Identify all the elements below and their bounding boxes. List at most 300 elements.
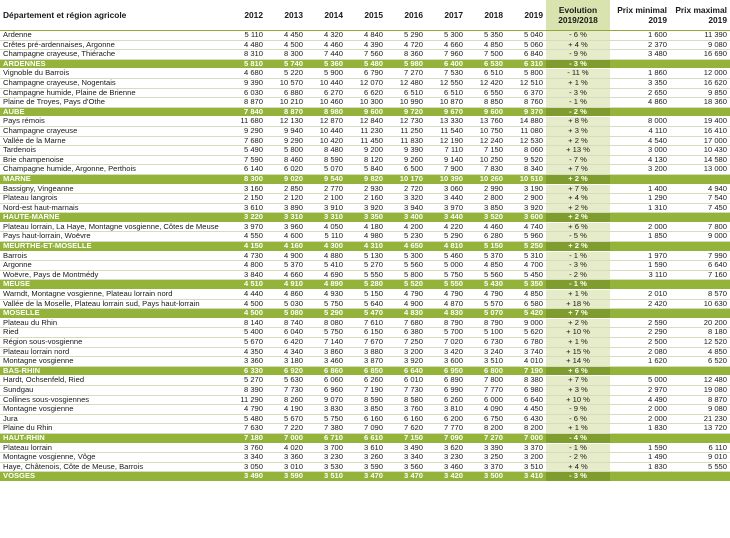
cell-y2019: 7 190 bbox=[506, 366, 546, 376]
cell-y2018: 10 260 bbox=[466, 174, 506, 184]
cell-label: Hardt, Ochsenfeld, Ried bbox=[0, 376, 226, 386]
cell-label: HAUT-RHIN bbox=[0, 433, 226, 443]
cell-label: Champagne crayeuse, Thiérache bbox=[0, 50, 226, 60]
cell-y2012: 4 680 bbox=[226, 69, 266, 79]
cell-y2013: 3 310 bbox=[266, 213, 306, 223]
cell-y2015: 5 840 bbox=[346, 165, 386, 175]
cell-y2016: 9 260 bbox=[386, 155, 426, 165]
cell-evolution: + 18 % bbox=[546, 299, 610, 309]
cell-y2014: 3 830 bbox=[306, 405, 346, 415]
cell-label: Collines sous-vosgiennes bbox=[0, 395, 226, 405]
cell-y2012: 4 500 bbox=[226, 299, 266, 309]
cell-y2016: 7 270 bbox=[386, 69, 426, 79]
cell-y2018: 5 100 bbox=[466, 328, 506, 338]
cell-y2017: 3 970 bbox=[426, 203, 466, 213]
cell-min-price bbox=[610, 309, 670, 319]
cell-y2014: 7 440 bbox=[306, 50, 346, 60]
cell-y2017: 6 200 bbox=[426, 414, 466, 424]
cell-max-price: 10 630 bbox=[670, 299, 730, 309]
cell-y2016: 7 150 bbox=[386, 433, 426, 443]
cell-y2017: 7 530 bbox=[426, 69, 466, 79]
cell-y2015: 2 930 bbox=[346, 184, 386, 194]
cell-y2017: 6 990 bbox=[426, 385, 466, 395]
cell-evolution: - 3 % bbox=[546, 472, 610, 482]
cell-y2017: 3 460 bbox=[426, 462, 466, 472]
cell-y2019: 9 000 bbox=[506, 318, 546, 328]
cell-y2019: 8 060 bbox=[506, 146, 546, 156]
cell-y2012: 4 500 bbox=[226, 309, 266, 319]
cell-evolution: + 7 % bbox=[546, 376, 610, 386]
cell-y2012: 8 390 bbox=[226, 385, 266, 395]
cell-y2018: 9 600 bbox=[466, 107, 506, 117]
cell-y2014: 10 460 bbox=[306, 98, 346, 108]
cell-label: Plateau langrois bbox=[0, 194, 226, 204]
department-total-row bbox=[0, 472, 730, 482]
table-row bbox=[0, 117, 730, 127]
cell-y2016: 3 200 bbox=[386, 347, 426, 357]
table-row bbox=[0, 165, 730, 175]
cell-min-price: 4 110 bbox=[610, 126, 670, 136]
cell-y2016: 7 250 bbox=[386, 338, 426, 348]
column-header-year: 2019 bbox=[506, 0, 546, 31]
cell-min-price: 1 490 bbox=[610, 453, 670, 463]
cell-y2017: 3 060 bbox=[426, 184, 466, 194]
cell-y2017: 10 390 bbox=[426, 174, 466, 184]
cell-min-price: 2 000 bbox=[610, 222, 670, 232]
cell-y2017: 7 020 bbox=[426, 338, 466, 348]
cell-min-price: 4 540 bbox=[610, 136, 670, 146]
table-row bbox=[0, 453, 730, 463]
cell-min-price: 2 000 bbox=[610, 405, 670, 415]
cell-y2015: 11 450 bbox=[346, 136, 386, 146]
cell-y2019: 12 510 bbox=[506, 78, 546, 88]
cell-y2017: 3 810 bbox=[426, 405, 466, 415]
cell-y2017: 4 790 bbox=[426, 290, 466, 300]
cell-y2012: 6 330 bbox=[226, 366, 266, 376]
cell-y2018: 6 800 bbox=[466, 366, 506, 376]
cell-y2017: 5 460 bbox=[426, 251, 466, 261]
cell-label: Champagne crayeuse bbox=[0, 126, 226, 136]
cell-label: Barrois bbox=[0, 251, 226, 261]
cell-y2017: 3 620 bbox=[426, 443, 466, 453]
cell-y2014: 5 360 bbox=[306, 59, 346, 69]
cell-y2012: 3 840 bbox=[226, 270, 266, 280]
cell-label: Ried bbox=[0, 328, 226, 338]
cell-label: Montagne vosgienne, Vôge bbox=[0, 453, 226, 463]
cell-y2018: 7 830 bbox=[466, 165, 506, 175]
cell-label: Pays haut-lorrain, Woëvre bbox=[0, 232, 226, 242]
cell-y2015: 12 070 bbox=[346, 78, 386, 88]
cell-max-price bbox=[670, 309, 730, 319]
cell-y2013: 4 910 bbox=[266, 280, 306, 290]
header-row bbox=[0, 0, 730, 31]
cell-min-price: 4 490 bbox=[610, 395, 670, 405]
cell-y2013: 10 570 bbox=[266, 78, 306, 88]
cell-y2016: 8 360 bbox=[386, 50, 426, 60]
cell-y2017: 5 000 bbox=[426, 261, 466, 271]
cell-y2019: 12 530 bbox=[506, 136, 546, 146]
cell-y2016: 2 720 bbox=[386, 184, 426, 194]
cell-y2015: 8 590 bbox=[346, 395, 386, 405]
column-header-year: 2012 bbox=[226, 0, 266, 31]
cell-y2019: 5 420 bbox=[506, 309, 546, 319]
cell-max-price: 18 360 bbox=[670, 98, 730, 108]
cell-y2012: 7 840 bbox=[226, 107, 266, 117]
cell-y2015: 6 260 bbox=[346, 376, 386, 386]
cell-label: Bassigny, Vingeanne bbox=[0, 184, 226, 194]
cell-max-price: 19 080 bbox=[670, 385, 730, 395]
cell-min-price: 8 000 bbox=[610, 117, 670, 127]
cell-y2018: 3 500 bbox=[466, 472, 506, 482]
cell-min-price: 2 370 bbox=[610, 40, 670, 50]
cell-y2017: 11 540 bbox=[426, 126, 466, 136]
cell-evolution: + 1 % bbox=[546, 338, 610, 348]
cell-evolution: - 9 % bbox=[546, 50, 610, 60]
cell-y2016: 5 980 bbox=[386, 59, 426, 69]
cell-y2014: 9 540 bbox=[306, 174, 346, 184]
cell-y2017: 7 900 bbox=[426, 165, 466, 175]
cell-y2012: 3 760 bbox=[226, 443, 266, 453]
cell-evolution: + 7 % bbox=[546, 184, 610, 194]
cell-y2014: 7 140 bbox=[306, 338, 346, 348]
cell-y2016: 11 830 bbox=[386, 136, 426, 146]
cell-y2016: 12 730 bbox=[386, 117, 426, 127]
cell-y2013: 9 020 bbox=[266, 174, 306, 184]
cell-y2014: 4 050 bbox=[306, 222, 346, 232]
cell-y2012: 4 150 bbox=[226, 242, 266, 252]
cell-y2018: 4 790 bbox=[466, 290, 506, 300]
cell-y2019: 4 700 bbox=[506, 261, 546, 271]
cell-y2018: 7 500 bbox=[466, 50, 506, 60]
cell-y2012: 4 480 bbox=[226, 40, 266, 50]
cell-y2019: 3 600 bbox=[506, 213, 546, 223]
cell-y2017: 13 330 bbox=[426, 117, 466, 127]
column-header-year: 2016 bbox=[386, 0, 426, 31]
cell-min-price bbox=[610, 433, 670, 443]
cell-y2014: 5 410 bbox=[306, 261, 346, 271]
cell-y2017: 10 870 bbox=[426, 98, 466, 108]
cell-y2015: 3 870 bbox=[346, 357, 386, 367]
cell-y2014: 5 110 bbox=[306, 232, 346, 242]
cell-y2018: 5 570 bbox=[466, 299, 506, 309]
cell-y2014: 6 960 bbox=[306, 385, 346, 395]
cell-evolution: - 11 % bbox=[546, 69, 610, 79]
cell-y2015: 3 590 bbox=[346, 462, 386, 472]
cell-y2019: 6 840 bbox=[506, 50, 546, 60]
cell-y2012: 4 790 bbox=[226, 405, 266, 415]
cell-y2012: 4 550 bbox=[226, 232, 266, 242]
cell-y2018: 8 790 bbox=[466, 318, 506, 328]
cell-y2016: 4 830 bbox=[386, 309, 426, 319]
cell-y2015: 9 200 bbox=[346, 146, 386, 156]
cell-y2014: 8 080 bbox=[306, 318, 346, 328]
cell-y2017: 8 790 bbox=[426, 318, 466, 328]
cell-evolution: - 3 % bbox=[546, 261, 610, 271]
cell-min-price: 1 850 bbox=[610, 232, 670, 242]
cell-y2015: 11 230 bbox=[346, 126, 386, 136]
cell-y2015: 5 480 bbox=[346, 59, 386, 69]
cell-max-price: 19 400 bbox=[670, 117, 730, 127]
cell-y2016: 7 680 bbox=[386, 318, 426, 328]
cell-y2019: 6 430 bbox=[506, 414, 546, 424]
cell-y2017: 4 810 bbox=[426, 242, 466, 252]
cell-max-price: 9 080 bbox=[670, 40, 730, 50]
cell-evolution: - 1 % bbox=[546, 251, 610, 261]
cell-y2018: 3 390 bbox=[466, 443, 506, 453]
cell-y2013: 6 880 bbox=[266, 88, 306, 98]
cell-label: Warndt, Montagne vosgienne, Plateau lorrain nord bbox=[0, 290, 226, 300]
cell-y2014: 8 590 bbox=[306, 155, 346, 165]
cell-max-price: 7 450 bbox=[670, 203, 730, 213]
cell-y2015: 6 790 bbox=[346, 69, 386, 79]
cell-y2014: 3 310 bbox=[306, 213, 346, 223]
cell-y2013: 5 670 bbox=[266, 414, 306, 424]
cell-label: Argonne bbox=[0, 261, 226, 271]
cell-label: Haye, Châtenois, Côte de Meuse, Barrois bbox=[0, 462, 226, 472]
cell-min-price: 3 480 bbox=[610, 50, 670, 60]
cell-y2013: 3 960 bbox=[266, 222, 306, 232]
cell-max-price: 7 990 bbox=[670, 251, 730, 261]
cell-y2015: 3 920 bbox=[346, 203, 386, 213]
cell-max-price: 7 540 bbox=[670, 194, 730, 204]
cell-y2016: 6 500 bbox=[386, 165, 426, 175]
cell-evolution: + 1 % bbox=[546, 290, 610, 300]
cell-y2012: 3 220 bbox=[226, 213, 266, 223]
cell-y2018: 2 990 bbox=[466, 184, 506, 194]
cell-label: MOSELLE bbox=[0, 309, 226, 319]
cell-y2017: 4 220 bbox=[426, 222, 466, 232]
cell-min-price: 1 590 bbox=[610, 443, 670, 453]
cell-y2013: 8 740 bbox=[266, 318, 306, 328]
cell-max-price bbox=[670, 213, 730, 223]
cell-y2013: 3 180 bbox=[266, 357, 306, 367]
cell-y2017: 3 440 bbox=[426, 194, 466, 204]
cell-y2019: 5 620 bbox=[506, 328, 546, 338]
department-total-row bbox=[0, 242, 730, 252]
cell-y2015: 9 600 bbox=[346, 107, 386, 117]
cell-min-price: 2 970 bbox=[610, 385, 670, 395]
cell-max-price: 16 410 bbox=[670, 126, 730, 136]
cell-y2016: 4 200 bbox=[386, 222, 426, 232]
cell-y2014: 5 750 bbox=[306, 414, 346, 424]
cell-y2018: 4 850 bbox=[466, 261, 506, 271]
cell-y2018: 6 510 bbox=[466, 69, 506, 79]
cell-y2014: 4 880 bbox=[306, 251, 346, 261]
cell-y2015: 5 280 bbox=[346, 280, 386, 290]
cell-y2016: 3 340 bbox=[386, 453, 426, 463]
column-header-min-price: Prix minimal 2019 bbox=[610, 0, 670, 31]
cell-y2014: 3 860 bbox=[306, 347, 346, 357]
cell-max-price: 9 080 bbox=[670, 405, 730, 415]
cell-y2014: 6 860 bbox=[306, 366, 346, 376]
cell-label: MEURTHE-ET-MOSELLE bbox=[0, 242, 226, 252]
cell-evolution: + 2 % bbox=[546, 136, 610, 146]
cell-y2016: 3 400 bbox=[386, 213, 426, 223]
cell-y2018: 3 240 bbox=[466, 347, 506, 357]
cell-evolution: + 6 % bbox=[546, 222, 610, 232]
cell-y2012: 4 440 bbox=[226, 290, 266, 300]
cell-max-price: 8 870 bbox=[670, 395, 730, 405]
cell-y2017: 3 230 bbox=[426, 453, 466, 463]
cell-evolution: + 7 % bbox=[546, 309, 610, 319]
department-total-row bbox=[0, 174, 730, 184]
cell-min-price: 2 000 bbox=[610, 414, 670, 424]
cell-y2013: 4 860 bbox=[266, 290, 306, 300]
cell-y2016: 6 380 bbox=[386, 328, 426, 338]
cell-y2014: 2 770 bbox=[306, 184, 346, 194]
cell-y2013: 6 420 bbox=[266, 338, 306, 348]
cell-y2014: 5 070 bbox=[306, 165, 346, 175]
cell-y2017: 3 420 bbox=[426, 472, 466, 482]
cell-y2015: 3 850 bbox=[346, 405, 386, 415]
cell-y2019: 3 740 bbox=[506, 347, 546, 357]
cell-max-price: 6 110 bbox=[670, 443, 730, 453]
cell-evolution: + 15 % bbox=[546, 347, 610, 357]
cell-y2016: 5 560 bbox=[386, 261, 426, 271]
cell-min-price: 3 200 bbox=[610, 165, 670, 175]
cell-y2019: 8 760 bbox=[506, 98, 546, 108]
cell-min-price: 1 620 bbox=[610, 357, 670, 367]
cell-y2016: 3 920 bbox=[386, 357, 426, 367]
cell-y2017: 5 290 bbox=[426, 232, 466, 242]
cell-y2012: 2 150 bbox=[226, 194, 266, 204]
cell-max-price: 12 000 bbox=[670, 69, 730, 79]
cell-y2015: 6 850 bbox=[346, 366, 386, 376]
department-total-row bbox=[0, 433, 730, 443]
cell-max-price: 13 000 bbox=[670, 165, 730, 175]
cell-y2013: 3 890 bbox=[266, 203, 306, 213]
cell-y2019: 3 200 bbox=[506, 453, 546, 463]
cell-y2018: 8 200 bbox=[466, 424, 506, 434]
cell-y2016: 4 900 bbox=[386, 299, 426, 309]
cell-y2015: 6 610 bbox=[346, 433, 386, 443]
column-header-label: Département et région agricole bbox=[0, 0, 226, 31]
cell-label: ARDENNES bbox=[0, 59, 226, 69]
cell-label: Plaine de Troyes, Pays d'Othe bbox=[0, 98, 226, 108]
cell-y2019: 5 450 bbox=[506, 270, 546, 280]
cell-evolution: + 3 % bbox=[546, 126, 610, 136]
cell-min-price: 1 860 bbox=[610, 69, 670, 79]
cell-y2018: 10 750 bbox=[466, 126, 506, 136]
cell-y2018: 4 460 bbox=[466, 222, 506, 232]
cell-y2019: 3 410 bbox=[506, 472, 546, 482]
cell-y2013: 5 630 bbox=[266, 376, 306, 386]
cell-min-price: 1 600 bbox=[610, 31, 670, 41]
cell-evolution: + 6 % bbox=[546, 366, 610, 376]
cell-y2016: 6 510 bbox=[386, 88, 426, 98]
cell-max-price: 7 160 bbox=[670, 270, 730, 280]
cell-y2015: 4 980 bbox=[346, 232, 386, 242]
cell-y2013: 3 590 bbox=[266, 472, 306, 482]
cell-y2018: 3 520 bbox=[466, 213, 506, 223]
cell-y2014: 6 710 bbox=[306, 433, 346, 443]
cell-y2018: 6 730 bbox=[466, 338, 506, 348]
table-row bbox=[0, 385, 730, 395]
cell-y2014: 3 700 bbox=[306, 443, 346, 453]
cell-y2013: 2 120 bbox=[266, 194, 306, 204]
cell-y2014: 8 480 bbox=[306, 146, 346, 156]
cell-label: Jura bbox=[0, 414, 226, 424]
cell-y2017: 5 700 bbox=[426, 328, 466, 338]
cell-label: Champagne crayeuse, Nogentais bbox=[0, 78, 226, 88]
cell-y2012: 7 590 bbox=[226, 155, 266, 165]
cell-y2012: 4 730 bbox=[226, 251, 266, 261]
cell-evolution: - 2 % bbox=[546, 270, 610, 280]
cell-max-price: 10 430 bbox=[670, 146, 730, 156]
table-row bbox=[0, 194, 730, 204]
cell-evolution: - 6 % bbox=[546, 414, 610, 424]
cell-y2013: 5 080 bbox=[266, 309, 306, 319]
cell-min-price bbox=[610, 242, 670, 252]
cell-y2015: 7 190 bbox=[346, 385, 386, 395]
cell-y2012: 5 490 bbox=[226, 146, 266, 156]
cell-label: Plateau lorrain, La Haye, Montagne vosgienne, Côtes de Meuse bbox=[0, 222, 226, 232]
cell-y2014: 7 380 bbox=[306, 424, 346, 434]
cell-y2013: 4 600 bbox=[266, 232, 306, 242]
cell-y2013: 4 450 bbox=[266, 31, 306, 41]
cell-min-price: 2 650 bbox=[610, 88, 670, 98]
cell-y2017: 4 830 bbox=[426, 309, 466, 319]
cell-y2013: 2 850 bbox=[266, 184, 306, 194]
cell-y2013: 5 220 bbox=[266, 69, 306, 79]
cell-max-price: 8 180 bbox=[670, 328, 730, 338]
table-row bbox=[0, 98, 730, 108]
table-row bbox=[0, 78, 730, 88]
cell-min-price: 1 400 bbox=[610, 184, 670, 194]
cell-evolution: + 1 % bbox=[546, 424, 610, 434]
cell-y2012: 4 800 bbox=[226, 261, 266, 271]
cell-max-price: 6 520 bbox=[670, 357, 730, 367]
cell-max-price bbox=[670, 433, 730, 443]
cell-y2013: 8 460 bbox=[266, 155, 306, 165]
cell-y2014: 12 870 bbox=[306, 117, 346, 127]
cell-min-price: 3 110 bbox=[610, 270, 670, 280]
cell-y2012: 5 810 bbox=[226, 59, 266, 69]
cell-y2016: 4 720 bbox=[386, 40, 426, 50]
cell-y2014: 10 420 bbox=[306, 136, 346, 146]
cell-min-price: 1 290 bbox=[610, 194, 670, 204]
cell-label: HAUTE-MARNE bbox=[0, 213, 226, 223]
cell-y2015: 7 560 bbox=[346, 50, 386, 60]
cell-y2015: 5 550 bbox=[346, 270, 386, 280]
cell-y2015: 8 120 bbox=[346, 155, 386, 165]
cell-y2015: 6 620 bbox=[346, 88, 386, 98]
cell-y2013: 4 020 bbox=[266, 443, 306, 453]
table-row bbox=[0, 290, 730, 300]
cell-evolution: + 2 % bbox=[546, 174, 610, 184]
cell-y2016: 9 390 bbox=[386, 146, 426, 156]
cell-max-price: 12 480 bbox=[670, 376, 730, 386]
cell-label: MARNE bbox=[0, 174, 226, 184]
table-body bbox=[0, 31, 730, 482]
cell-y2017: 12 550 bbox=[426, 78, 466, 88]
cell-y2015: 5 130 bbox=[346, 251, 386, 261]
cell-max-price: 4 940 bbox=[670, 184, 730, 194]
cell-min-price: 2 420 bbox=[610, 299, 670, 309]
cell-y2014: 3 910 bbox=[306, 203, 346, 213]
cell-y2017: 3 600 bbox=[426, 357, 466, 367]
cell-y2018: 8 850 bbox=[466, 98, 506, 108]
cell-y2016: 5 230 bbox=[386, 232, 426, 242]
cell-y2019: 4 450 bbox=[506, 405, 546, 415]
column-header-year: 2015 bbox=[346, 0, 386, 31]
cell-y2014: 3 510 bbox=[306, 472, 346, 482]
cell-y2013: 7 730 bbox=[266, 385, 306, 395]
cell-y2016: 9 720 bbox=[386, 107, 426, 117]
cell-y2012: 3 360 bbox=[226, 357, 266, 367]
cell-y2012: 5 400 bbox=[226, 328, 266, 338]
cell-label: Sundgau bbox=[0, 385, 226, 395]
